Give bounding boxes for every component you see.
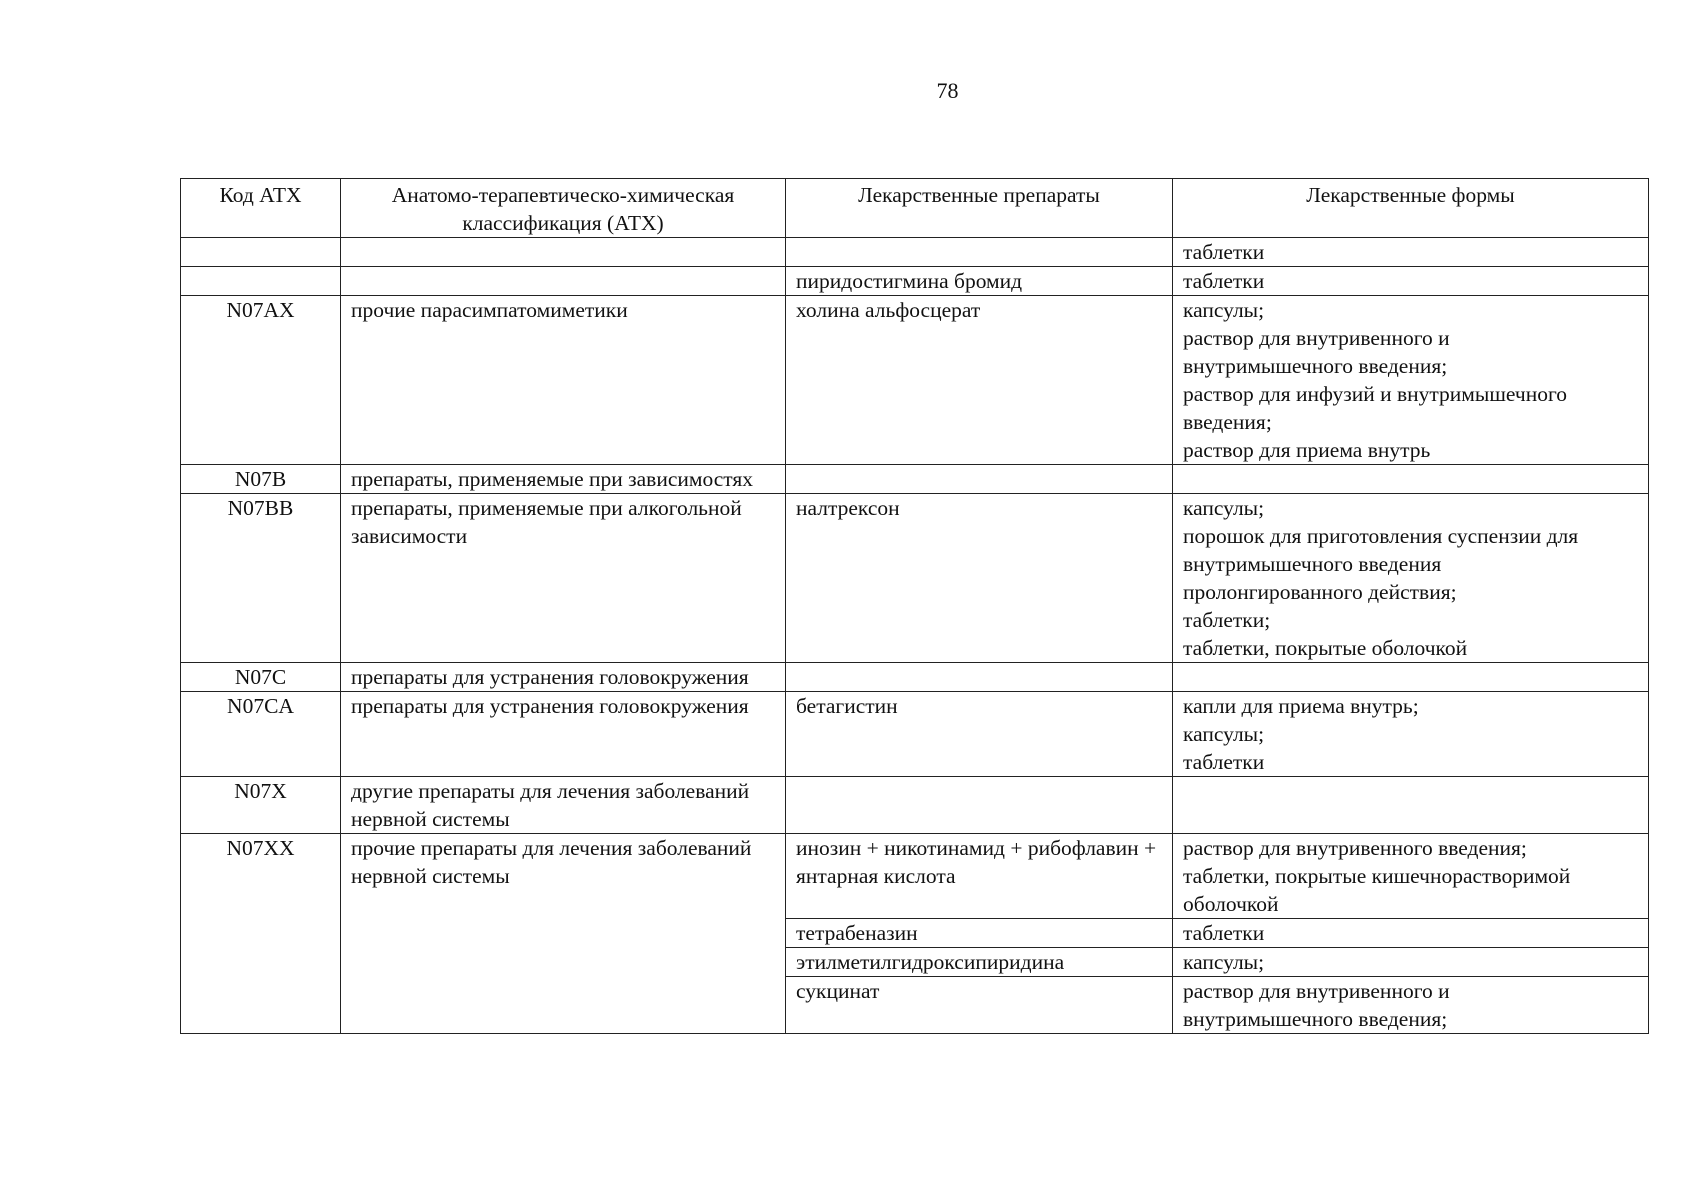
forms-cell xyxy=(1173,692,1649,777)
form-line: пролонгированного действия; xyxy=(1183,580,1457,604)
form-line: капсулы; xyxy=(1183,950,1265,974)
classification-cell: другие препараты для лечения заболеваний нервной системы xyxy=(341,777,786,834)
table-row xyxy=(181,267,1649,296)
form-line: раствор для внутривенного и xyxy=(1183,979,1450,1003)
header-atx-classification: Анатомо-терапевтическо-химическая классификация (АТХ) xyxy=(341,179,786,238)
classification-cell: препараты для устранения головокружения xyxy=(341,692,786,777)
forms-cell xyxy=(1173,267,1649,296)
table-row xyxy=(181,296,1649,465)
atx-code-cell: N07XX xyxy=(181,834,341,1034)
form-line: таблетки xyxy=(1183,269,1265,293)
form-line: таблетки, покрытые оболочкой xyxy=(1183,636,1468,660)
atx-code-cell: N07CA xyxy=(181,692,341,777)
atx-table xyxy=(180,178,1649,1034)
drug-cell: налтрексон xyxy=(786,494,1173,663)
forms-cell xyxy=(1173,238,1649,267)
forms-cell xyxy=(1173,948,1649,977)
atx-code-cell: N07X xyxy=(181,777,341,834)
atx-code-cell: N07AX xyxy=(181,296,341,465)
table-header-row xyxy=(181,179,1649,238)
form-line: таблетки xyxy=(1183,921,1265,945)
table-row xyxy=(181,834,1649,919)
form-line: раствор для внутривенного и xyxy=(1183,326,1450,350)
form-line: внутримышечного введения; xyxy=(1183,354,1448,378)
form-line: раствор для внутривенного введения; xyxy=(1183,836,1527,860)
table-row xyxy=(181,494,1649,663)
atx-code-cell: N07BB xyxy=(181,494,341,663)
drug-cell xyxy=(786,465,1173,494)
header-dosage-forms: Лекарственные формы xyxy=(1173,179,1649,238)
table-row xyxy=(181,777,1649,834)
form-line: раствор для приема внутрь xyxy=(1183,438,1431,462)
atx-code-cell xyxy=(181,238,341,267)
form-line: капсулы; xyxy=(1183,496,1265,520)
form-line: таблетки, покрытые кишечнорастворимой xyxy=(1183,864,1571,888)
form-line: раствор для инфузий и внутримышечного xyxy=(1183,382,1567,406)
classification-cell xyxy=(341,238,786,267)
form-line: введения; xyxy=(1183,410,1272,434)
table-row xyxy=(181,692,1649,777)
atx-code-cell xyxy=(181,267,341,296)
drug-cell: холина альфосцерат xyxy=(786,296,1173,465)
drug-cell: сукцинат xyxy=(786,977,1173,1034)
classification-cell: препараты, применяемые при зависимостях xyxy=(341,465,786,494)
header-atx-code: Код АТХ xyxy=(181,179,341,238)
form-line: капсулы; xyxy=(1183,722,1265,746)
forms-cell xyxy=(1173,494,1649,663)
form-line: капсулы; xyxy=(1183,298,1265,322)
atx-code-cell: N07B xyxy=(181,465,341,494)
atx-code-cell: N07C xyxy=(181,663,341,692)
header-drugs: Лекарственные препараты xyxy=(786,179,1173,238)
form-line: таблетки xyxy=(1183,750,1265,774)
classification-cell xyxy=(341,267,786,296)
forms-cell xyxy=(1173,465,1649,494)
page-number: 78 xyxy=(936,78,959,103)
drug-cell: инозин + никотинамид + рибофлавин + янтарная кислота xyxy=(786,834,1173,919)
form-line: порошок для приготовления суспензии для xyxy=(1183,524,1579,548)
drug-cell: тетрабеназин xyxy=(786,919,1173,948)
form-line: оболочкой xyxy=(1183,892,1279,916)
form-line: внутримышечного введения; xyxy=(1183,1007,1448,1031)
forms-cell xyxy=(1173,296,1649,465)
drug-cell: пиридостигмина бромид xyxy=(786,267,1173,296)
forms-cell xyxy=(1173,919,1649,948)
classification-cell: препараты, применяемые при алкогольной зависимости xyxy=(341,494,786,663)
classification-cell: препараты для устранения головокружения xyxy=(341,663,786,692)
table-row xyxy=(181,663,1649,692)
drug-cell xyxy=(786,663,1173,692)
form-line: внутримышечного введения xyxy=(1183,552,1442,576)
classification-cell: прочие препараты для лечения заболеваний нервной системы xyxy=(341,834,786,1034)
forms-cell xyxy=(1173,834,1649,919)
drug-cell: этилметилгидроксипиридина xyxy=(786,948,1173,977)
form-line: таблетки xyxy=(1183,240,1265,264)
form-line: капли для приема внутрь; xyxy=(1183,694,1419,718)
table-row xyxy=(181,465,1649,494)
drug-cell: бетагистин xyxy=(786,692,1173,777)
forms-cell xyxy=(1173,663,1649,692)
forms-cell xyxy=(1173,777,1649,834)
form-line: таблетки; xyxy=(1183,608,1271,632)
table-row xyxy=(181,238,1649,267)
classification-cell: прочие парасимпатомиметики xyxy=(341,296,786,465)
drug-cell xyxy=(786,238,1173,267)
drug-cell xyxy=(786,777,1173,834)
forms-cell xyxy=(1173,977,1649,1034)
